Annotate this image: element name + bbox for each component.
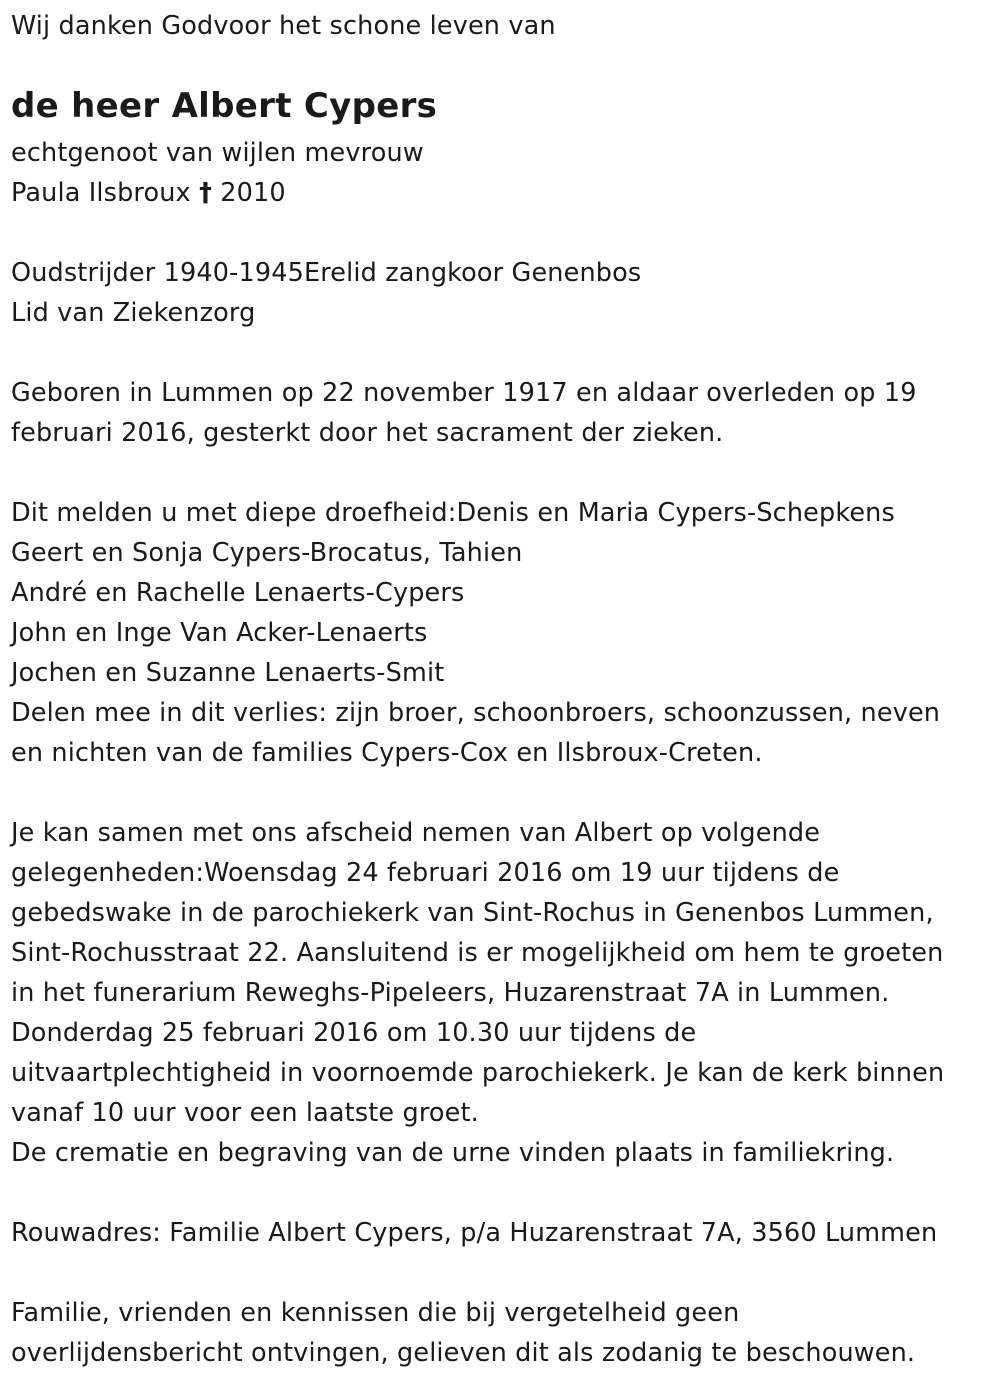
spouse-section [11,133,424,213]
visitation-line: Donderdag 25 februari 2016 om 10.30 uur tijdens de [11,1018,697,1048]
membership-line: Oudstrijder 1940-1945Erelid zangkoor Genenbos [11,258,642,288]
visitation-line: gelegenheden:Woensdag 24 februari 2016 om 19 uur tijdens de [11,858,840,888]
birth-death-line: februari 2016, gesterkt door het sacrament der zieken. [11,418,724,448]
family-line: Dit melden u met diepe droefheid:Denis en Maria Cypers-Schepkens [11,498,895,528]
family-line: Delen mee in dit verlies: zijn broer, schoonbroers, schoonzussen, neven [11,698,941,728]
family-line: en nichten van de families Cypers-Cox en Ilsbroux-Creten. [11,738,763,768]
family-line: Geert en Sonja Cypers-Brocatus, Tahien [11,538,523,568]
intro-text: Wij danken Godvoor het schone leven van [11,11,556,41]
mourning-address: Rouwadres: Familie Albert Cypers, p/a Huzarenstraat 7A, 3560 Lummen [11,1218,938,1248]
family-line: André en Rachelle Lenaerts-Cypers [11,578,465,608]
notice-line: Familie, vrienden en kennissen die bij vergetelheid geen [11,1298,740,1328]
family-line: Jochen en Suzanne Lenaerts-Smit [11,658,445,688]
visitation-line: Je kan samen met ons afscheid nemen van Albert op volgende [11,818,821,848]
address-section [11,1213,937,1253]
deceased-name: de heer Albert Cypers [11,86,438,126]
birth-death-section [11,373,917,453]
visitation-line: gebedswake in de parochiekerk van Sint-Rochus in Genenbos Lummen, [11,898,934,928]
spouse-name-line [11,173,424,213]
family-section [11,493,940,773]
visitation-section [11,813,944,1173]
cross-icon: † [199,178,212,208]
visitation-line: De crematie en begraving van de urne vinden plaats in familiekring. [11,1138,895,1168]
visitation-line: Sint-Rochusstraat 22. Aansluitend is er mogelijkheid om hem te groeten [11,938,944,968]
birth-death-line: Geboren in Lummen op 22 november 1917 en aldaar overleden op 19 [11,378,917,408]
spouse-name: Paula Ilsbroux [11,178,191,208]
spouse-line: echtgenoot van wijlen mevrouw [11,138,424,168]
notice-line: overlijdensbericht ontvingen, gelieven dit als zodanig te beschouwen. [11,1338,916,1368]
memberships-section [11,253,641,333]
notice-section [11,1293,915,1373]
membership-line: Lid van Ziekenzorg [11,298,256,328]
spouse-death-year: 2010 [220,178,286,208]
visitation-line: vanaf 10 uur voor een laatste groet. [11,1098,479,1128]
visitation-line: in het funerarium Reweghs-Pipeleers, Huzarenstraat 7A in Lummen. [11,978,890,1008]
family-line: John en Inge Van Acker-Lenaerts [11,618,428,648]
visitation-line: uitvaartplechtigheid in voornoemde parochiekerk. Je kan de kerk binnen [11,1058,945,1088]
